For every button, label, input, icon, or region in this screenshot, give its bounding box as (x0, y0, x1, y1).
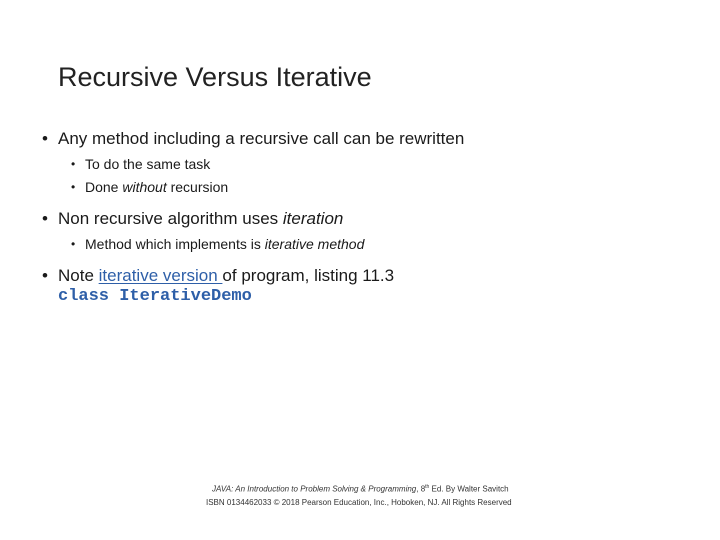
bullet-level1 (42, 265, 682, 287)
bullet-level2 (42, 176, 682, 199)
bullet-dot-icon: • (42, 209, 48, 228)
bullet-dot-icon: • (42, 266, 48, 285)
bullet-text: Any method including a recursive call can be rewritten (58, 129, 465, 148)
footer-citation (206, 481, 566, 509)
bullet-level2 (42, 233, 682, 256)
footer-line-1 (206, 481, 566, 496)
bullet-text-emphasis: iterative method (264, 236, 365, 252)
bullet-text-pre: Done (85, 179, 123, 195)
slide-title: Recursive Versus Iterative (58, 62, 372, 92)
bullet-dot-icon: • (42, 129, 48, 148)
bullet-text-pre: Method which implements is (85, 236, 265, 252)
bullet-text: To do the same task (85, 156, 211, 172)
bullet-dot-icon: • (71, 180, 76, 194)
iterative-version-link[interactable]: iterative version (98, 266, 223, 285)
bullet-text-post: of program, listing 11.3 (222, 266, 395, 285)
bullet-text-post: recursion (166, 179, 229, 195)
bullet-text-emphasis: iteration (282, 209, 344, 228)
bullet-dot-icon: • (71, 237, 76, 251)
bullet-text-pre: Note (58, 266, 99, 285)
bullet-text-pre: Non recursive algorithm uses (58, 209, 283, 228)
footer-edition-num: , 8 (416, 484, 426, 494)
footer-line-2: ISBN 0134462033 © 2018 Pearson Education, Inc., Hoboken, NJ. All Rights Reserved (206, 497, 512, 507)
bullet-level1 (42, 128, 682, 150)
slide-body (42, 128, 682, 307)
footer-book-title: JAVA: An Introduction to Problem Solving & Programming (212, 484, 417, 494)
footer-edition-rest: Ed. By Walter Savitch (429, 484, 509, 494)
code-class-name: class IterativeDemo (58, 287, 252, 306)
footer-edition-sup: th (425, 484, 430, 490)
bullet-text-emphasis: without (122, 179, 167, 195)
bullet-level2 (42, 153, 682, 176)
bullet-level1 (42, 208, 682, 230)
bullet-dot-icon: • (71, 157, 76, 171)
